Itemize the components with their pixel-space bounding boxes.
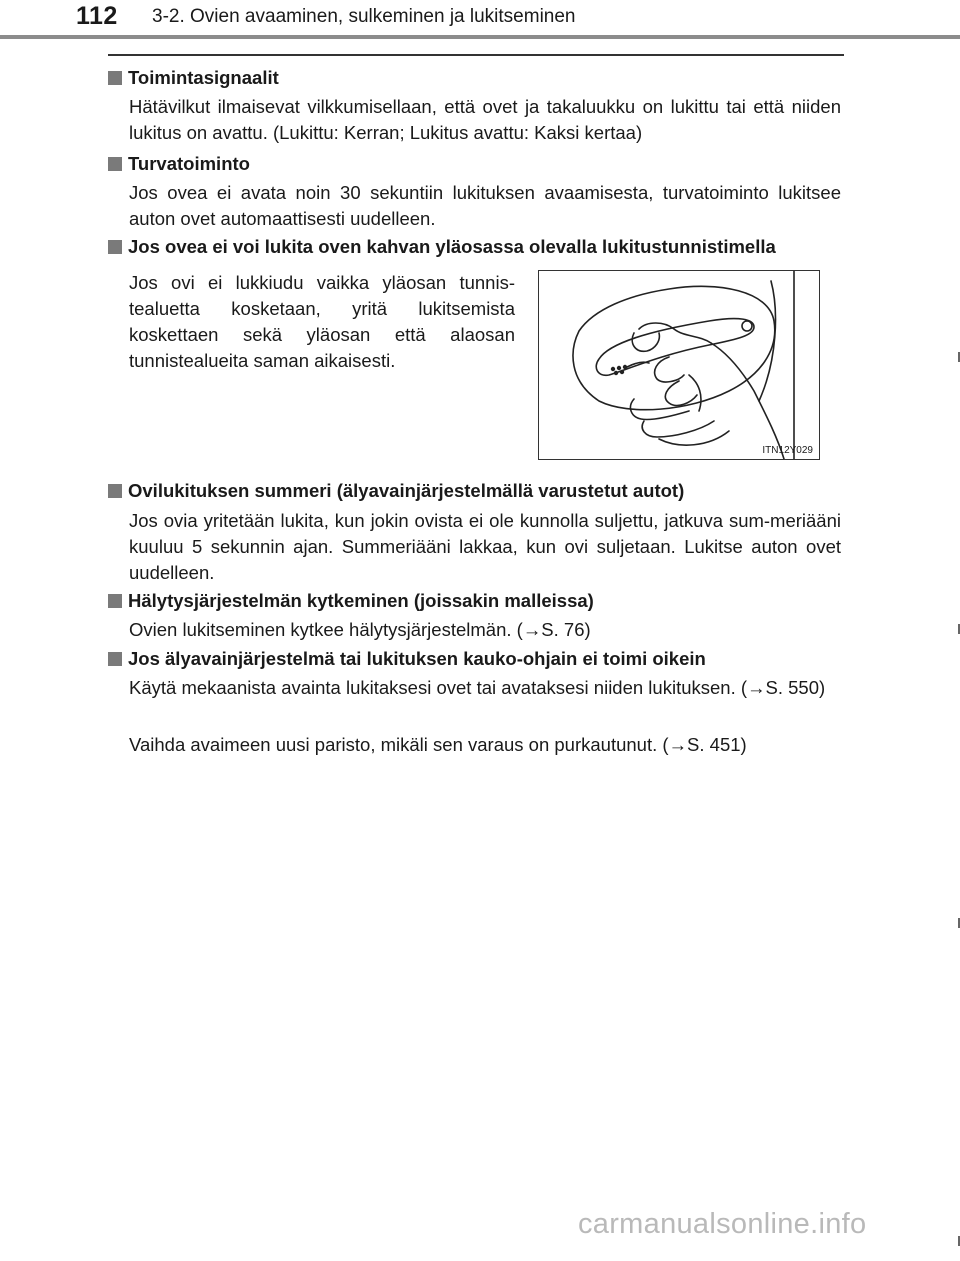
door-handle-touch-illustration-icon [539,271,819,459]
page-number: 112 [76,2,118,30]
section-heading-alyavainjarjestelma: Jos älyavainjärjestelmä tai lukituksen kauko-ohjain ei toimi oikein [108,648,706,670]
paragraph: Ovien lukitseminen kytkee hälytysjärjestelmän. (→S. 76) [129,619,591,640]
door-handle-figure [538,270,820,460]
section-heading-turvatoiminto: Turvatoiminto [108,153,250,175]
paragraph: Jos ovea ei avata noin 30 sekuntiin lukituksen avaamisesta, turvatoiminto lukitsee auton ovet automaattisesti uudelleen. [129,182,841,229]
section-top-rule [108,54,844,56]
header-rule [0,35,960,39]
section-heading-halytysjarjestelma: Hälytysjärjestelmän kytkeminen (joissakin malleissa) [108,590,594,612]
paragraph: Jos ovia yritetään lukita, kun jokin ovista ei ole kunnolla suljettu, jatkuva sum-meriääni kuuluu 5 sekunnin ajan. Summeriääni lakkaa, kun ovi suljetaan. Lukitse auton ovet uudelleen. [129,510,841,583]
section-heading-lukitustunnistin: Jos ovea ei voi lukita oven kahvan yläosassa olevalla lukitustunnistimella [108,236,776,258]
paragraph: Vaihda avaimeen uusi paristo, mikäli sen varaus on purkautunut. (→S. 451) [129,734,747,755]
watermark-logo: carmanualsonline.info [578,1208,867,1240]
figure-code: ITN12Y029 [762,445,813,456]
square-bullet-icon [108,484,122,498]
paragraph: Käytä mekaanista avainta lukitaksesi ovet tai avataksesi niiden lukituksen. (→S. 550) [129,677,826,698]
running-head: 3-2. Ovien avaaminen, sulkeminen ja lukitseminen [152,6,576,27]
section-heading-ovilukituksen-summeri: Ovilukituksen summeri (älyavainjärjestelmällä varustetut autot) [108,480,684,502]
square-bullet-icon [108,652,122,666]
paragraph: Jos ovi ei lukkiudu vaikka yläosan tunnis-tealuetta kosketaan, yritä lukitsemista koskettaen sekä yläosan että alaosan tunnistealueita saman aikaisesti. [129,272,515,371]
square-bullet-icon [108,157,122,171]
paragraph: Hätävilkut ilmaisevat vilkkumisellaan, että ovet ja takaluukku on lukittu tai että niiden lukitus on avattu. (Lukittu: Kerran; Lukitus avattu: Kaksi kertaa) [129,96,841,143]
square-bullet-icon [108,240,122,254]
section-heading-toimintasignaalit: Toimintasignaalit [108,67,279,89]
square-bullet-icon [108,594,122,608]
square-bullet-icon [108,71,122,85]
